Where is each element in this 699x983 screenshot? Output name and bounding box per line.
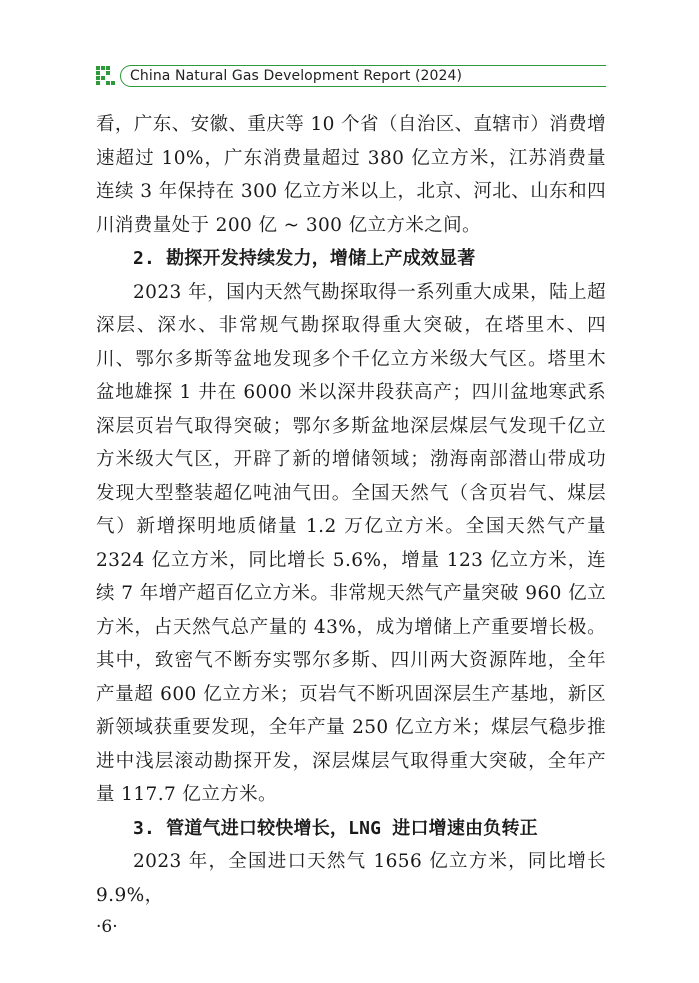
section-heading-2: 2. 勘探开发持续发力，增储上产成效显著	[133, 248, 476, 269]
paragraph-continued: 看，广东、安徽、重庆等 10 个省（自治区、直辖市）消费增速超过 10%，广东消费量超过 380 亿立方米，江苏消费量连续 3 年保持在 300 亿立方米以上，北京、河北、山东和四川消费量处于 200 亿 ~ 300 亿立方米之间。	[96, 114, 606, 236]
section-heading-3: 3. 管道气进口较快增长，LNG 进口增速由负转正	[133, 817, 538, 839]
running-header	[96, 64, 606, 90]
paragraph-exploration: 2023 年，国内天然气勘探取得一系列重大成果，陆上超深层、深水、非常规气勘探取得重大突破，在塔里木、四川、鄂尔多斯等盆地发现多个千亿立方米级大气区。塔里木盆地雄探 1 井在 6000 米以深井段获高产；四川盆地寒武系深层页岩气取得突破；鄂尔多斯盆地深层煤层气发现千亿立方米级大气区，开辟了新的增储领域；渤海南部潜山带成功发现大型整装超亿吨油气田。全国天然气（含页岩气、煤层气）新增探明地质储量 1.2 万亿立方米。全国天然气产量 2324 亿立方米，同比增长 5.6%，增量 123 亿立方米，连续 7 年增产超百亿立方米。非常规天然气产量突破 960 亿立方米，占天然气总产量的 43%，成为增储上产重要增长极。其中，致密气不断夯实鄂尔多斯、四川两大资源阵地，全年产量超 600 亿立方米；页岩气不断巩固深层生产基地，新区新领域获重要发现，全年产量 250 亿立方米；煤层气稳步推进中浅层滚动勘探开发，深层煤层气取得重大突破，全年产量 117.7 亿立方米。	[96, 281, 606, 805]
green-pixel-logo-icon	[96, 66, 116, 86]
paragraph-imports: 2023 年，全国进口天然气 1656 亿立方米，同比增长 9.9%，	[96, 851, 606, 906]
header-title: China Natural Gas Development Report (2024)	[130, 68, 463, 84]
page-body	[96, 108, 606, 912]
page-number: ·6·	[96, 917, 118, 937]
header-title-frame	[120, 65, 606, 87]
